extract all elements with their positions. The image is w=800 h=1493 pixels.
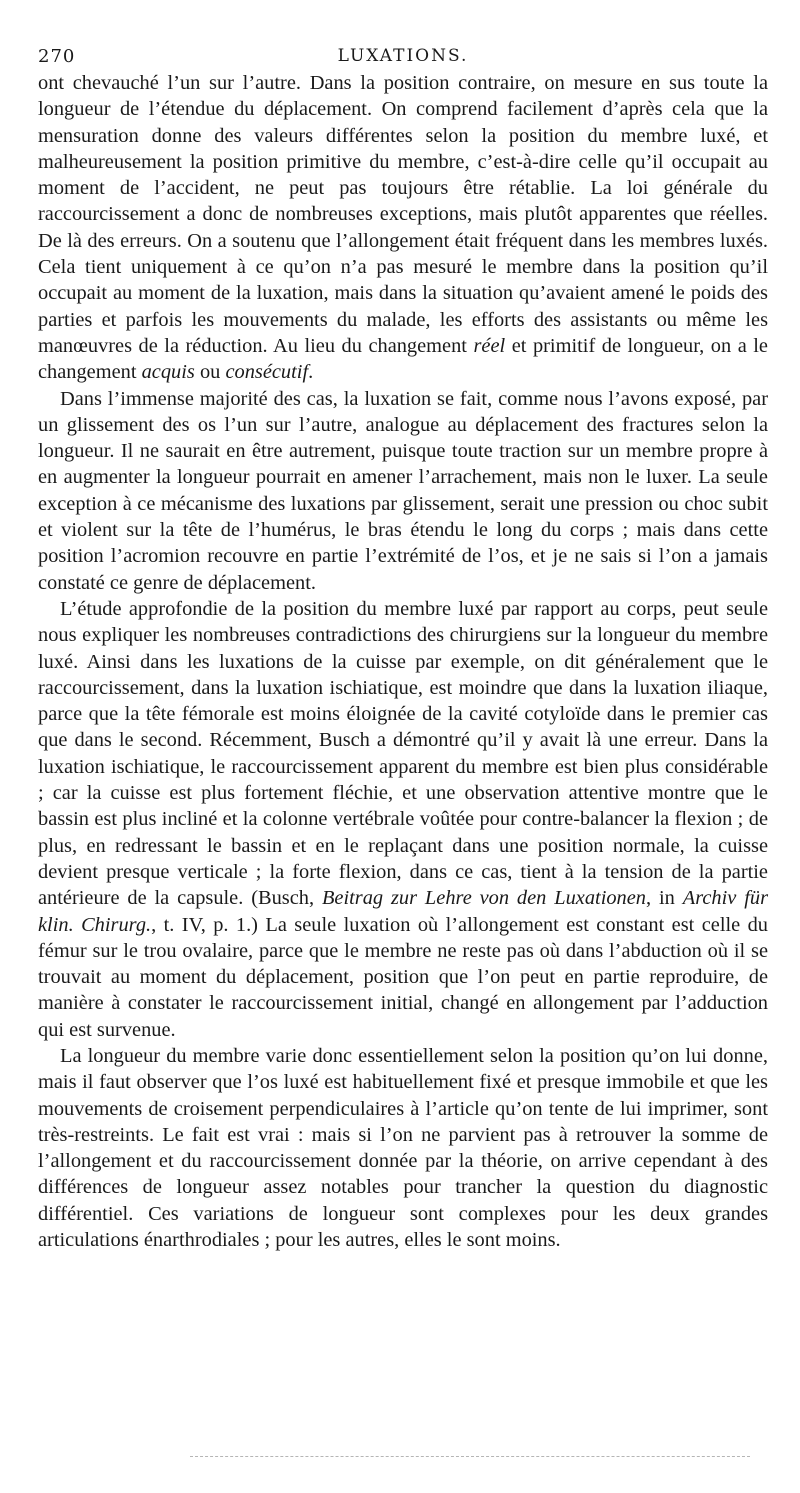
paragraph-text: et primitif de longueur, on a le changement	[38, 334, 768, 384]
page-number: 270	[38, 46, 76, 67]
italic-term-acquis: acquis	[141, 361, 195, 384]
paragraph-text: .	[308, 361, 314, 384]
citation-journal: Archiv für klin. Chirurg.	[38, 887, 769, 936]
page-body	[38, 70, 768, 1253]
footer-divider	[190, 1456, 750, 1458]
paragraph-text: ou	[194, 361, 226, 384]
paragraph-2: Dans l’immense majorité des cas, la luxation se fait, comme nous l’avons exposé, par un glissement des os l’un sur l’autre, analogue au déplacement des fractures selon la longueur. Il ne saurait en être autrement, puisque toute traction sur un membre propre à en augmenter la longueur pourrait en amener l’arrachement, mais non le luxer. La seule exception à ce mécanisme des luxations par glissement, serait une pression ou choc subit et violent sur la tête de l’humérus, le bras étendu le long du corps ; mais dans cette position l’acromion recouvre en partie l’extrémité de l’os, et je ne sais si l’on a jamais constaté ce genre de déplacement.	[38, 387, 768, 594]
paragraph-1-continuation	[38, 70, 768, 386]
italic-term-reel: réel	[473, 334, 506, 357]
paragraph-text: ont chevauché l’un sur l’autre. Dans la position contraire, on mesure en sus toute la longueur de l’étendue du déplacement. On comprend facilement d’après cela que la mensuration donne des valeurs différentes selon la position du membre luxé, et malheureusement la position primitive du membre, c’est-à-dire celle qu’il occupait au moment de l’accident, ne peut pas toujours être rétablie. La loi générale du raccourcissement a donc de nombreuses exceptions, mais plutôt apparentes que réelles. De là des erreurs. On a soutenu que l’allongement était fréquent dans les membres luxés. Cela tient uniquement à ce qu’on n’a pas mesuré le membre dans la position qu’il occupait au moment de la luxation, mais dans la situation qu’avaient amené le poids des parties et parfois les mouvements du malade, les efforts des assistants ou même les manœuvres de la réduction. Au lieu du changement	[38, 72, 768, 357]
italic-term-consecutif: consécutif	[225, 361, 309, 384]
paragraph-3	[38, 596, 768, 1043]
citation-title: Beitrag zur Lehre von den Luxationen	[321, 887, 647, 910]
page-header	[38, 40, 768, 70]
paragraph-text: , t. IV, p. 1.) La seule luxation où l’allongement est constant est celle du fémur sur le trou ovalaire, parce que le membre ne reste pas où dans l’abduction où il se trouvait au moment du déplacement, position que l’on peut en partie reproduire, de manière à constater le raccourcissement initial, changé en allongement par l’adduction qui est survenue.	[38, 913, 768, 1041]
paragraph-4: La longueur du membre varie donc essentiellement selon la position qu’on lui donne, mais il faut observer que l’os luxé est habituellement fixé et presque immobile et que les mouvements de croisement perpendiculaires à l’article qu’on tente de lui imprimer, sont très-restreints. Le fait est vrai : mais si l’on ne parvient pas à retrouver la somme de l’allongement et du raccourcissement donnée par la théorie, on arrive cependant à des différences de longueur assez notables pour trancher la question du diagnostic différentiel. Ces variations de longueur sont complexes pour les deux grandes articulations énarthrodiales ; pour les autres, elles le sont moins.	[38, 1044, 768, 1252]
paragraph-text: , in	[646, 887, 683, 910]
running-title: LUXATIONS.	[337, 46, 469, 66]
paragraph-text: L’étude approfondie de la position du membre luxé par rapport au corps, peut seule nous expliquer les nombreuses contradictions des chirurgiens sur la longueur du membre luxé. Ainsi dans les luxations de la cuisse par exemple, on dit généralement que le raccourcissement, dans la luxation ischiatique, est moindre que dans la luxation iliaque, parce que la tête fémorale est moins éloignée de la cavité cotyloïde dans le premier cas que dans le second. Récemment, Busch a démontré qu’il y avait là une erreur. Dans la luxation ischiatique, le raccourcissement apparent du membre est bien plus considérable ; car la cuisse est plus fortement fléchie, et une observation attentive montre que le bassin est plus incliné et la colonne vertébrale voûtée pour contre-balancer la flexion ; de plus, en redressant le bassin et en le replaçant dans une position normale, la cuisse devient presque verticale ; la forte flexion, dans ce cas, tient à la tension de la partie antérieure de la capsule. (Busch,	[38, 597, 768, 910]
book-page	[38, 40, 768, 1253]
